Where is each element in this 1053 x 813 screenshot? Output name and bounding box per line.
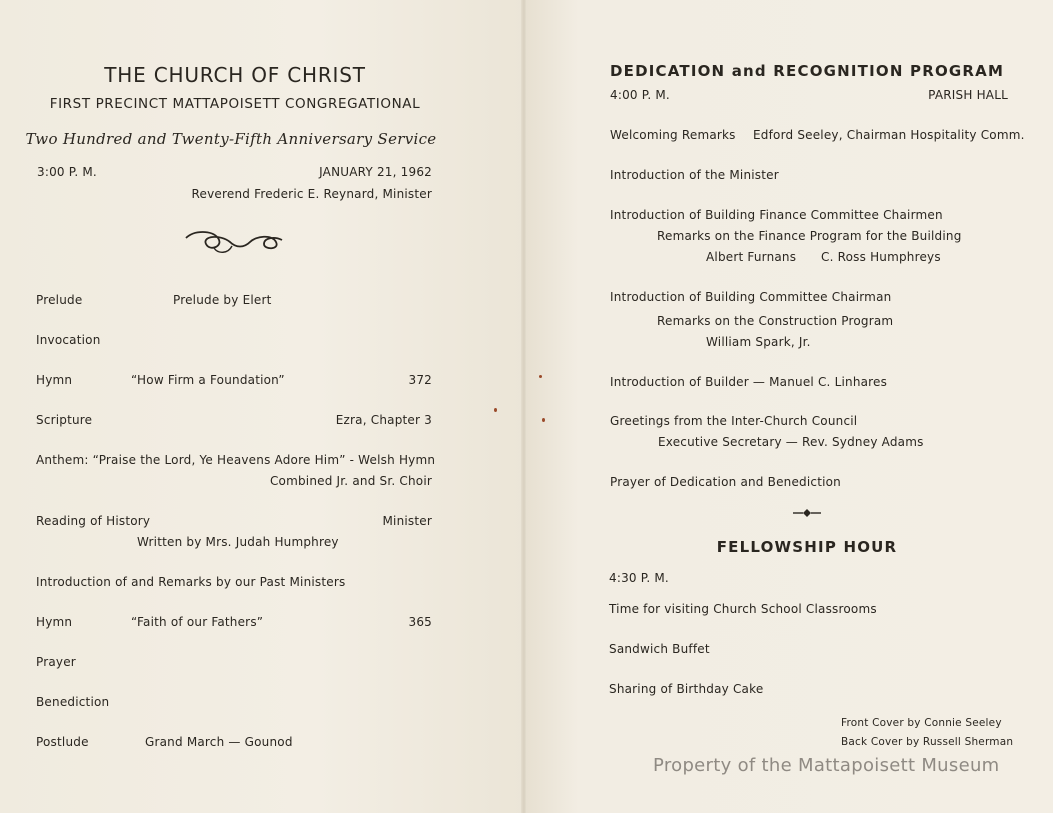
program-label: Scripture <box>36 413 93 427</box>
program-detail: “Faith of our Fathers” <box>131 615 264 629</box>
program-label: Introduction of Building Committee Chairman <box>610 290 892 304</box>
program-detail: Ezra, Chapter 3 <box>335 413 432 427</box>
program-label: Welcoming Remarks <box>610 128 736 142</box>
left-page <box>0 0 526 813</box>
hymn-number: 372 <box>408 373 432 387</box>
fellowship-time: 4:30 P. M. <box>609 571 669 585</box>
church-subtitle: FIRST PRECINCT MATTAPOISETT CONGREGATIONAL <box>49 96 421 112</box>
front-cover-credit: Front Cover by Connie Seeley <box>841 717 1002 729</box>
back-cover-credit: Back Cover by Russell Sherman <box>841 736 1014 748</box>
program-detail: C. Ross Humphreys <box>821 250 941 264</box>
fellowship-heading: FELLOWSHIP HOUR <box>716 538 898 556</box>
program-detail: Minister <box>382 514 432 528</box>
program-label: Introduction of Builder — Manuel C. Linhares <box>610 375 888 389</box>
program-label: Postlude <box>36 735 89 749</box>
program-detail: Albert Furnans <box>706 250 797 264</box>
dedication-time: 4:00 P. M. <box>610 88 670 102</box>
museum-watermark: Property of the Mattapoisett Museum <box>653 755 1000 776</box>
program-label: Reading of History <box>36 514 151 528</box>
program-detail: Written by Mrs. Judah Humphrey <box>137 535 339 549</box>
flourish-ornament <box>184 228 284 256</box>
program-label: Introduction of and Remarks by our Past Ministers <box>36 575 346 589</box>
program-label: Greetings from the Inter-Church Council <box>610 414 858 428</box>
fellowship-item: Time for visiting Church School Classrooms <box>609 602 877 616</box>
service-title: Two Hundred and Twenty-Fifth Anniversary Service <box>25 130 437 148</box>
dedication-heading: DEDICATION and RECOGNITION PROGRAM <box>610 62 1005 80</box>
paper-stain <box>539 375 542 378</box>
program-label: Invocation <box>36 333 101 347</box>
service-time: 3:00 P. M. <box>37 165 97 179</box>
program-label: Introduction of the Minister <box>610 168 779 182</box>
program-label: Prelude <box>36 293 83 307</box>
program-label: Benediction <box>36 695 110 709</box>
program-detail: Edford Seeley, Chairman Hospitality Comm. <box>753 128 1025 142</box>
program-detail: William Spark, Jr. <box>706 335 811 349</box>
program-detail: Grand March — Gounod <box>145 735 293 749</box>
right-page <box>526 0 1053 813</box>
paper-stain <box>494 408 497 412</box>
program-detail: Remarks on the Construction Program <box>657 314 894 328</box>
fellowship-item: Sandwich Buffet <box>609 642 710 656</box>
program-detail: “How Firm a Foundation” <box>131 373 285 387</box>
service-date: JANUARY 21, 1962 <box>319 165 432 179</box>
program-detail: Executive Secretary — Rev. Sydney Adams <box>658 435 924 449</box>
church-title: THE CHURCH OF CHRIST <box>104 63 366 87</box>
minister-line: Reverend Frederic E. Reynard, Minister <box>191 187 432 201</box>
program-detail: Combined Jr. and Sr. Choir <box>269 474 432 488</box>
dedication-place: PARISH HALL <box>928 88 1008 102</box>
program-label: Introduction of Building Finance Committee Chairmen <box>610 208 943 222</box>
program-label: Prayer of Dedication and Benediction <box>610 475 841 489</box>
program-label: Anthem: “Praise the Lord, Ye Heavens Adore Him” - Welsh Hymn <box>36 453 436 467</box>
paper-stain <box>542 418 545 422</box>
program-detail: Remarks on the Finance Program for the Building <box>657 229 962 243</box>
program-label: Prayer <box>36 655 76 669</box>
program-detail: Prelude by Elert <box>173 293 272 307</box>
program-label: Hymn <box>36 615 73 629</box>
divider-ornament <box>792 508 822 518</box>
fellowship-item: Sharing of Birthday Cake <box>609 682 764 696</box>
hymn-number: 365 <box>408 615 432 629</box>
program-label: Hymn <box>36 373 73 387</box>
